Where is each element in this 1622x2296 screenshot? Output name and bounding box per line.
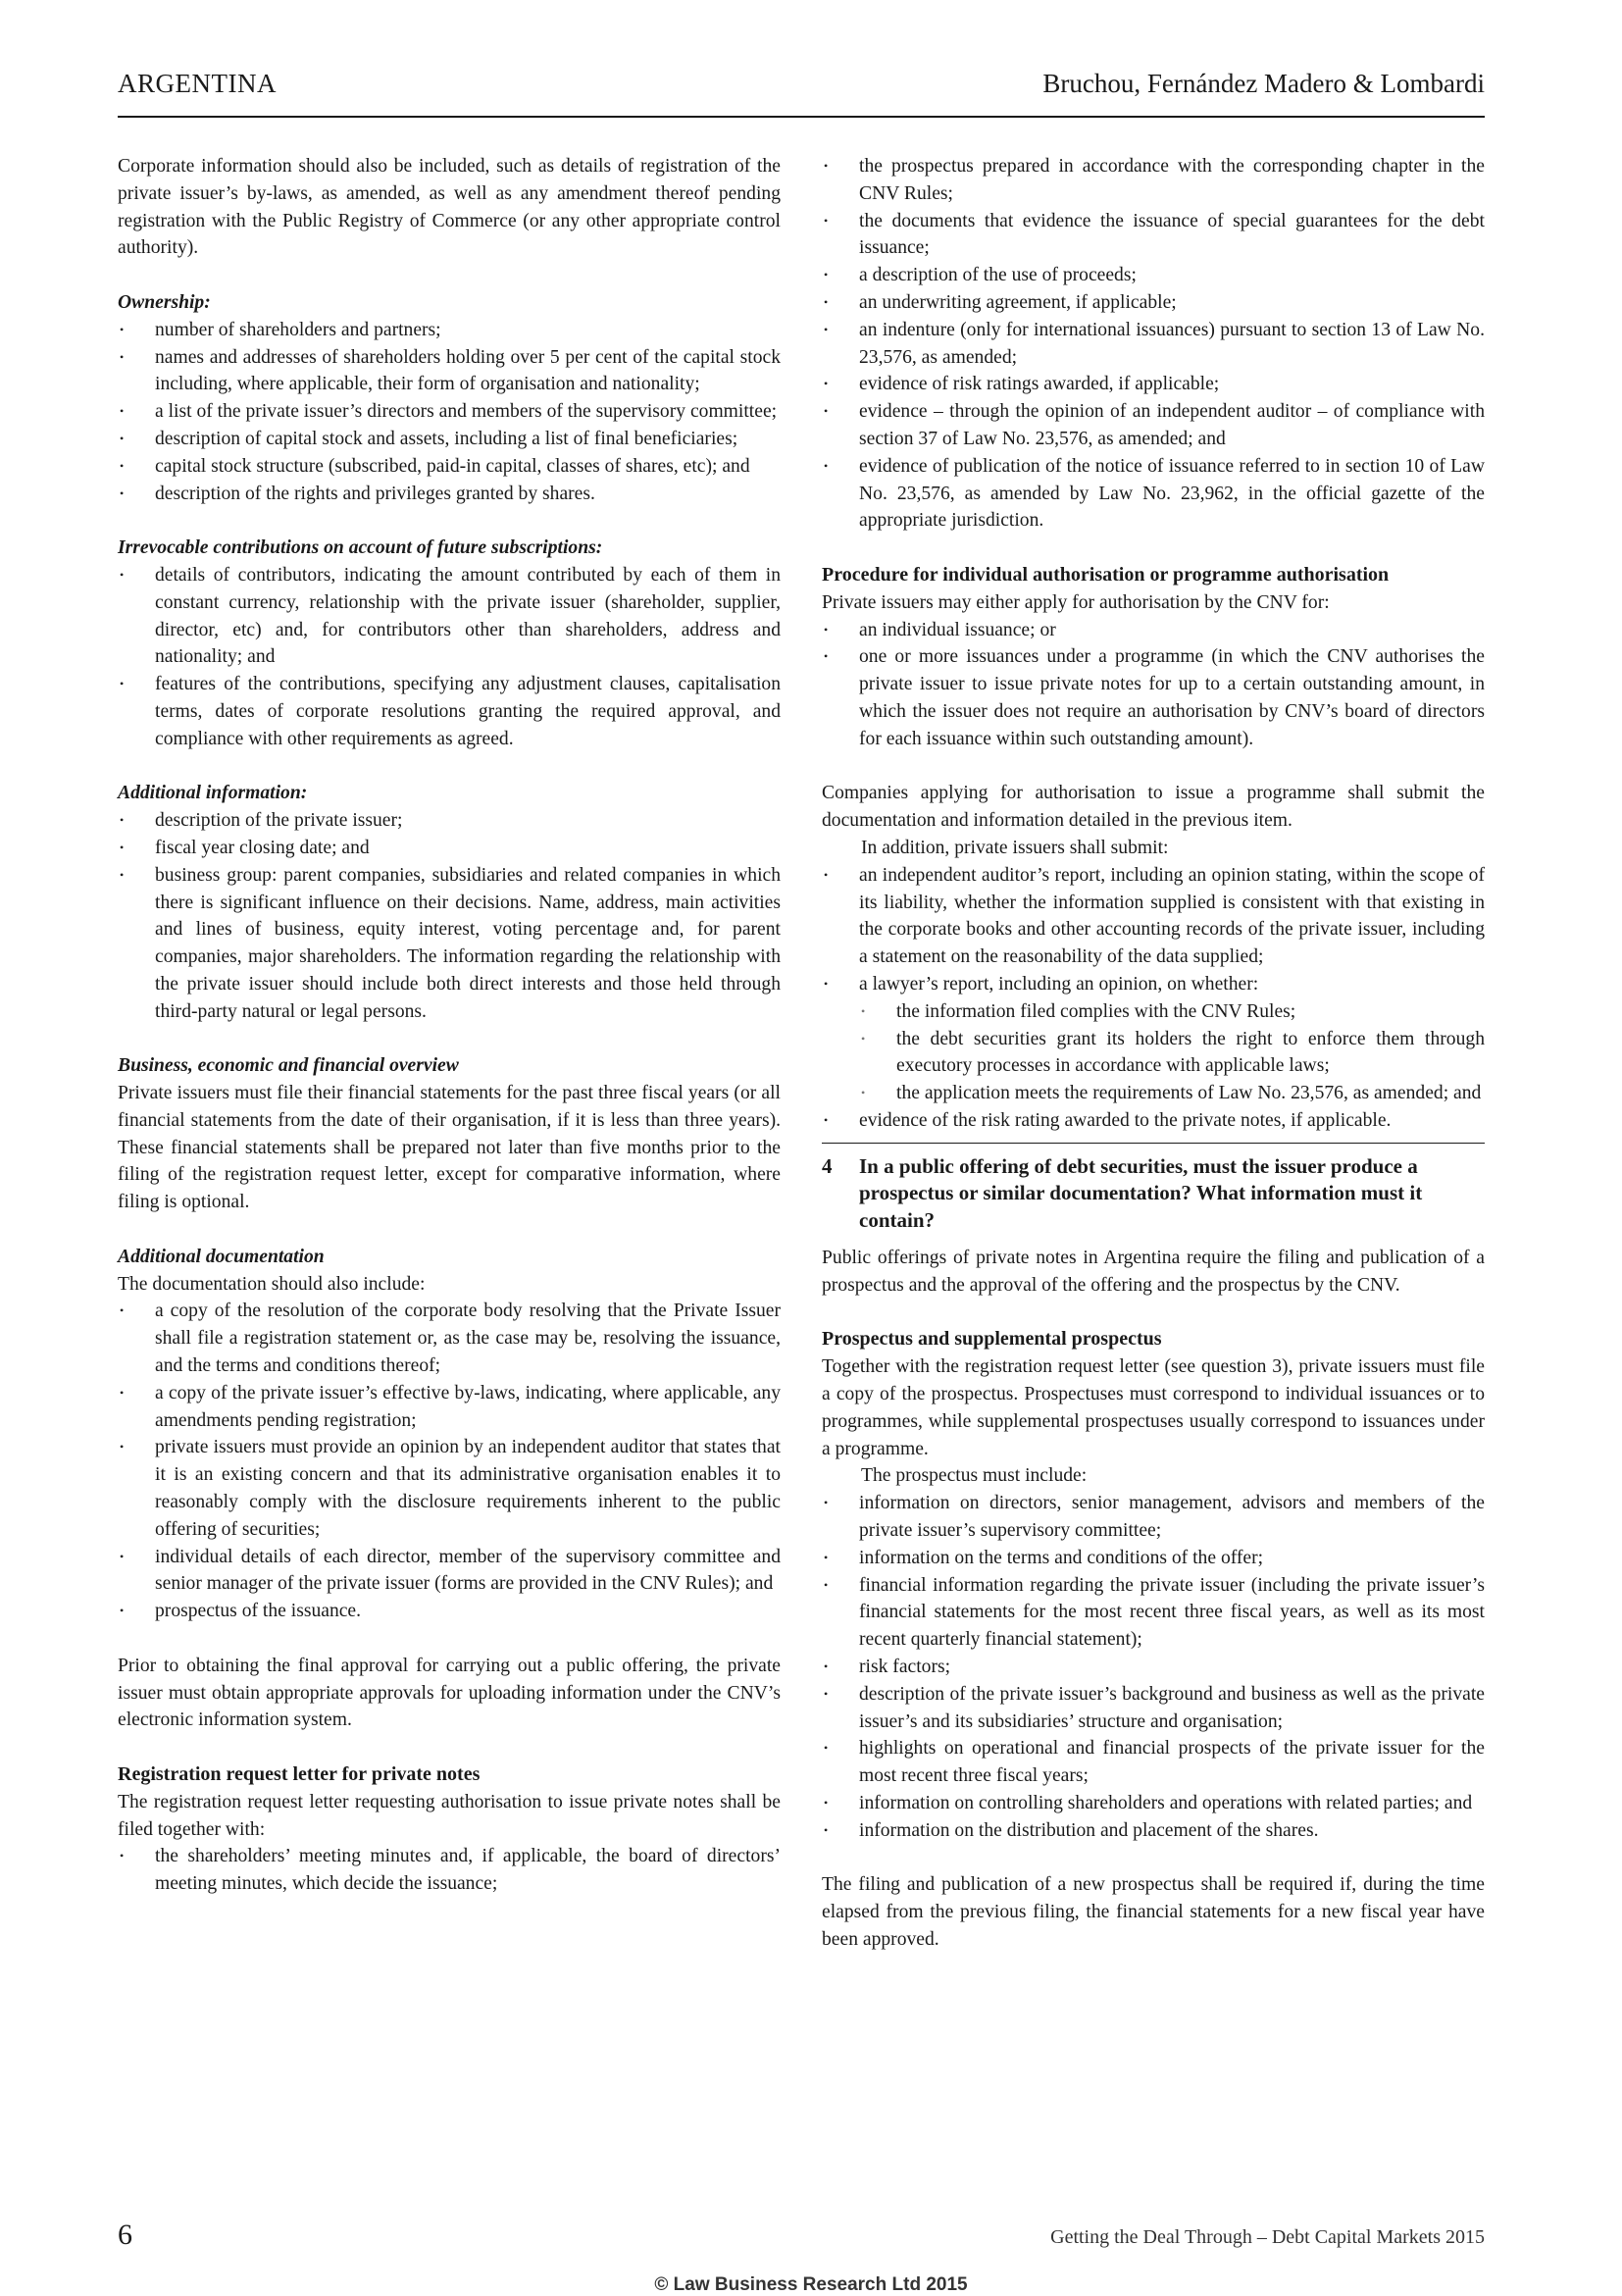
additional-docs-intro: The documentation should also include: — [118, 1273, 426, 1295]
prospectus-paragraph: Together with the registration request letter (see question 3), private issuers must file a copy of the prospectus. Prospectuses must correspond to individual issuances or to programmes, while supplemental prospectuses usually correspond to issuances under a programme. — [822, 1356, 1485, 1459]
irrevocable-heading: Irrevocable contributions on account of future subscriptions: — [118, 537, 603, 559]
procedure-intro: Private issuers may either apply for authorisation by the CNV for: — [822, 591, 1330, 613]
left-column — [118, 153, 781, 1898]
copyright-notice: © Law Business Research Ltd 2015 — [654, 2274, 968, 2295]
prospectus-list — [822, 1490, 1485, 1844]
list-item: • business group: parent companies, subsidiaries and related companies in which there is significant influence on their decisions. Name, address, main activities and lines of business, equity interest, voting percentage and, for parent companies, major shareholders. The information regarding the relationship with the private issuer should include both direct interests and those held through third-party natural or legal persons. — [118, 862, 781, 1026]
procedure-heading: Procedure for individual authorisation or programme authorisation — [822, 563, 1390, 586]
intro-paragraph: Corporate information should also be included, such as details of registration of the private issuer’s by-laws, as amended, as well as any amendment thereof pending registration with the Public Registry of Commerce (or any other appropriate control authority). — [118, 156, 781, 259]
business-paragraph: Private issuers must file their financial statements for the past three fiscal years (or all financial statements from the date of their organisation, if it is less than three years). These financial statements shall be prepared not later than five months prior to the filing of the registration request letter, except for comparative information, where filing is optional. — [118, 1083, 781, 1213]
list-item: • prospectus of the issuance. — [118, 1598, 781, 1625]
additional-docs-list — [118, 1298, 781, 1625]
list-item: • one or more issuances under a programme (in which the CNV authorises the private issuer to issue private notes for up to a certain outstanding amount, in which the issuer does not require an authorisation by CNV’s board of directors for each issuance within such outstanding amount). — [822, 643, 1485, 752]
list-item: • information on controlling shareholders and operations with related parties; and — [822, 1790, 1485, 1817]
list-item: • an indenture (only for international issuances) pursuant to section 13 of Law No. 23,576, as amended; — [822, 317, 1485, 372]
list-item: • information on directors, senior management, advisors and members of the private issuer’s supervisory committee; — [822, 1490, 1485, 1545]
registration-list-continued — [822, 153, 1485, 535]
registration-list — [118, 1843, 781, 1898]
submission-list — [822, 862, 1485, 1135]
question-block — [822, 1153, 1485, 1235]
list-item: • evidence – through the opinion of an independent auditor – of compliance with section 37 of Law No. 23,576, as amended; and — [822, 398, 1485, 453]
publication-title: Getting the Deal Through – Debt Capital Markets 2015 — [1050, 2226, 1485, 2248]
list-item: • a description of the use of proceeds; — [822, 262, 1485, 289]
list-item: • evidence of the risk rating awarded to the private notes, if applicable. — [822, 1107, 1485, 1135]
question-number: 4 — [822, 1153, 833, 1178]
procedure-list — [822, 617, 1485, 753]
list-item: • information on the distribution and placement of the shares. — [822, 1817, 1485, 1845]
registration-paragraph: The registration request letter requesting authorisation to issue private notes shall be filed together with: — [118, 1791, 781, 1840]
list-item: • details of contributors, indicating the amount contributed by each of them in constant currency, relationship with the private issuer (shareholder, supplier, director, etc) and, for contributors other than shareholders, address and nationality; and — [118, 562, 781, 671]
procedure-addition: In addition, private issuers shall submit: — [861, 837, 1169, 858]
list-item: • a list of the private issuer’s directors and members of the supervisory committee; — [118, 398, 781, 426]
business-heading: Business, economic and financial overview — [118, 1055, 459, 1077]
sub-list-item: • the debt securities grant its holders the right to enforce them through executory processes in accordance with applicable laws; — [859, 1026, 1485, 1081]
header-country: ARGENTINA — [118, 69, 277, 98]
header-firm: Bruchou, Fernández Madero & Lombardi — [1042, 69, 1485, 98]
additional-docs-closing: Prior to obtaining the final approval for carrying out a public offering, the private issuer must obtain appropriate approvals for uploading information under the CNV’s electronic information system. — [118, 1655, 781, 1731]
list-item — [822, 971, 1485, 1107]
list-item: • a copy of the private issuer’s effective by-laws, indicating, where applicable, any amendments pending registration; — [118, 1380, 781, 1435]
additional-info-heading: Additional information: — [118, 783, 308, 804]
answer-paragraph: Public offerings of private notes in Argentina require the filing and publication of a prospectus and the approval of the offering and the prospectus by the CNV. — [822, 1248, 1485, 1296]
list-item: • an independent auditor’s report, including an opinion stating, within the scope of its liability, whether the information supplied is consistent with that existing in the corporate books and other accounting records of the private issuer, including a statement on the reasonability of the data supplied; — [822, 862, 1485, 971]
list-item: • a copy of the resolution of the corporate body resolving that the Private Issuer shall file a registration statement or, as the case may be, resolving the issuance, and the terms and conditions thereof; — [118, 1298, 781, 1379]
registration-heading: Registration request letter for private notes — [118, 1763, 481, 1786]
lawyer-sub-list — [859, 998, 1485, 1107]
ownership-heading: Ownership: — [118, 291, 211, 313]
prospectus-must-include: The prospectus must include: — [861, 1465, 1088, 1487]
list-item: • number of shareholders and partners; — [118, 317, 781, 344]
list-item: • evidence of risk ratings awarded, if applicable; — [822, 371, 1485, 398]
list-item: • information on the terms and conditions of the offer; — [822, 1545, 1485, 1572]
list-item: • description of the rights and privileges granted by shares. — [118, 481, 781, 508]
prospectus-closing: The filing and publication of a new prospectus shall be required if, during the time elapsed from the previous filing, the financial statements for a new fiscal year have been approved. — [822, 1874, 1485, 1950]
question-rule — [822, 1143, 1485, 1144]
right-column — [822, 153, 1485, 1954]
additional-docs-heading: Additional documentation — [118, 1246, 325, 1267]
list-item: • financial information regarding the private issuer (including the private issuer’s financial statements for the most recent three fiscal years, as well as its most recent quarterly financial statement); — [822, 1572, 1485, 1654]
lawyer-report-text: a lawyer’s report, including an opinion, on whether: — [859, 973, 1259, 995]
list-item: • individual details of each director, member of the supervisory committee and senior manager of the private issuer (forms are provided in the CNV Rules); and — [118, 1544, 781, 1599]
additional-info-list — [118, 807, 781, 1025]
page-number: 6 — [118, 2219, 132, 2251]
list-item: • fiscal year closing date; and — [118, 835, 781, 862]
ownership-list — [118, 317, 781, 508]
page-header — [118, 69, 1485, 108]
procedure-paragraph: Companies applying for authorisation to issue a programme shall submit the documentation and information detailed in the previous item. — [822, 783, 1485, 832]
header-rule — [118, 116, 1485, 118]
question-text: In a public offering of debt securities, must the issuer produce a prospectus or similar documentation? What information must it contain? — [859, 1153, 1423, 1233]
list-item: • an underwriting agreement, if applicable; — [822, 289, 1485, 317]
list-item: • description of capital stock and assets, including a list of final beneficiaries; — [118, 426, 781, 453]
list-item: • private issuers must provide an opinion by an independent auditor that states that it is an existing concern and that its administrative organisation enables it to reasonably comply with the disclosure requirements inherent to the public offering of securities; — [118, 1434, 781, 1543]
list-item: • evidence of publication of the notice of issuance referred to in section 10 of Law No. 23,576, as amended by Law No. 23,962, in the official gazette of the appropriate jurisdiction. — [822, 453, 1485, 535]
sub-list-item: • the information filed complies with the CNV Rules; — [859, 998, 1485, 1026]
list-item: • an individual issuance; or — [822, 617, 1485, 644]
list-item: • description of the private issuer’s background and business as well as the private issuer’s and its subsidiaries’ structure and organisation; — [822, 1681, 1485, 1736]
list-item: • the documents that evidence the issuance of special guarantees for the debt issuance; — [822, 208, 1485, 263]
list-item: • description of the private issuer; — [118, 807, 781, 835]
list-item: • the shareholders’ meeting minutes and, if applicable, the board of directors’ meeting minutes, which decide the issuance; — [118, 1843, 781, 1898]
list-item: • the prospectus prepared in accordance with the corresponding chapter in the CNV Rules; — [822, 153, 1485, 208]
list-item: • features of the contributions, specifying any adjustment clauses, capitalisation terms, dates of corporate resolutions granting the required approval, and compliance with other requirements as agreed. — [118, 671, 781, 752]
list-item: • capital stock structure (subscribed, paid-in capital, classes of shares, etc); and — [118, 453, 781, 481]
prospectus-heading: Prospectus and supplemental prospectus — [822, 1328, 1162, 1351]
sub-list-item: • the application meets the requirements of Law No. 23,576, as amended; and — [859, 1080, 1485, 1107]
list-item: • names and addresses of shareholders holding over 5 per cent of the capital stock including, where applicable, their form of organisation and nationality; — [118, 344, 781, 399]
list-item: • risk factors; — [822, 1654, 1485, 1681]
list-item: • highlights on operational and financial prospects of the private issuer for the most recent three fiscal years; — [822, 1735, 1485, 1790]
irrevocable-list — [118, 562, 781, 753]
